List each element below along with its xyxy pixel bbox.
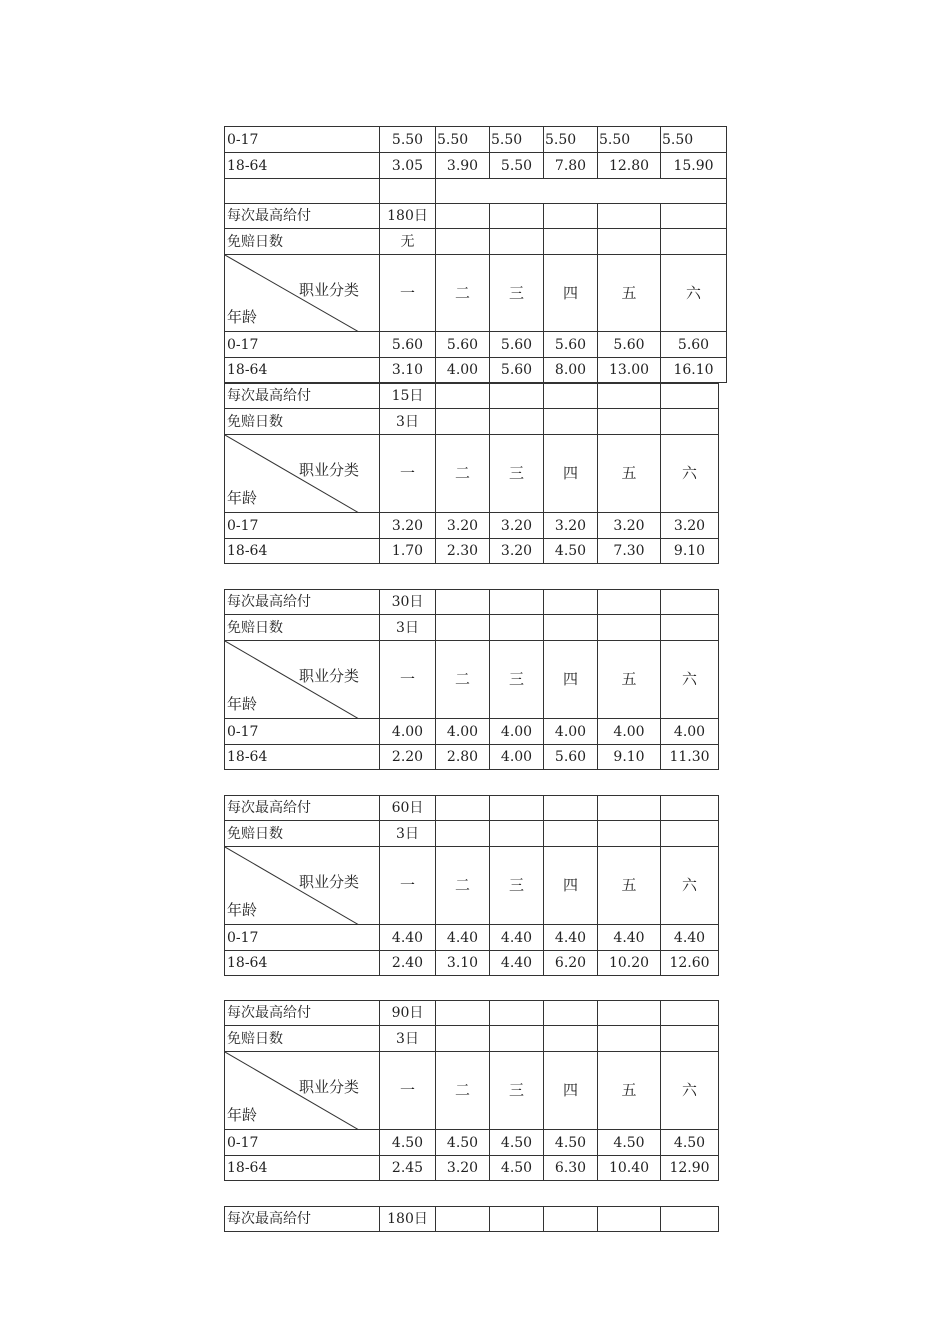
premium-table-15-days [224,383,719,564]
class-header: 二 [436,847,490,925]
class-header: 三 [490,435,544,513]
diagonal-header [225,435,380,513]
age-label: 年龄 [227,489,258,507]
occupation-class-label: 职业分类 [298,1078,359,1096]
table-row [225,358,727,383]
rate-cell: 4.40 [436,925,490,951]
class-header: 一 [380,641,436,719]
rate-cell: 3.10 [436,951,490,976]
rate-cell: 4.50 [436,1130,490,1156]
rate-cell: 4.00 [490,719,544,745]
table-row [225,1207,719,1232]
rate-cell: 4.00 [436,719,490,745]
rate-cell: 5.60 [661,332,727,358]
deductible-value: 3日 [380,615,436,641]
rate-cell: 4.50 [661,1130,719,1156]
rate-cell: 4.50 [490,1130,544,1156]
max-payment-value: 60日 [380,796,436,821]
rate-cell: 9.10 [661,539,719,564]
rate-cell: 2.45 [380,1156,436,1181]
class-header: 五 [598,255,661,332]
rate-cell: 4.40 [661,925,719,951]
max-payment-label: 每次最高给付 [225,1001,380,1026]
premium-table-180-days [224,203,727,383]
table-row [225,1130,719,1156]
rate-cell: 3.20 [436,1156,490,1181]
class-header: 三 [490,641,544,719]
max-payment-value: 15日 [380,384,436,409]
rate-cell: 4.50 [490,1156,544,1181]
max-payment-label: 每次最高给付 [225,1207,380,1232]
class-header: 二 [436,255,490,332]
rate-cell: 3.20 [661,513,719,539]
deductible-value: 3日 [380,1026,436,1052]
max-payment-label: 每次最高给付 [225,384,380,409]
table-row [225,821,719,847]
age-label: 年龄 [227,901,258,919]
max-payment-value: 90日 [380,1001,436,1026]
rate-cell: 3.20 [490,539,544,564]
rate-cell: 5.50 [380,127,436,153]
age-cell: 18-64 [225,539,380,564]
rate-cell: 7.30 [598,539,661,564]
occupation-class-label: 职业分类 [298,461,359,479]
rate-cell: 4.00 [544,719,598,745]
deductible-value: 3日 [380,409,436,435]
rate-cell: 5.50 [661,127,727,153]
table-row [225,332,727,358]
rate-cell: 12.60 [661,951,719,976]
age-cell: 0-17 [225,719,380,745]
class-header: 四 [544,1052,598,1130]
table-header-row [225,641,719,719]
rate-cell: 4.40 [544,925,598,951]
rate-cell: 6.20 [544,951,598,976]
rate-cell: 7.80 [544,153,598,179]
table-row [225,615,719,641]
age-cell: 18-64 [225,358,380,383]
class-header: 二 [436,435,490,513]
rate-cell: 10.20 [598,951,661,976]
table-row [225,1026,719,1052]
rate-cell: 5.50 [436,127,490,153]
rate-cell: 5.60 [380,332,436,358]
rate-cell: 5.60 [490,332,544,358]
rate-cell: 5.50 [598,127,661,153]
rate-cell: 5.50 [490,127,544,153]
rate-cell: 3.20 [490,513,544,539]
table-row [225,127,727,153]
table-row [225,1156,719,1181]
rate-cell: 2.30 [436,539,490,564]
age-cell: 0-17 [225,925,380,951]
rate-cell: 3.20 [436,513,490,539]
rate-cell: 3.20 [544,513,598,539]
occupation-class-label: 职业分类 [298,873,359,891]
table-row [225,925,719,951]
rate-cell: 4.40 [490,951,544,976]
rate-cell: 9.10 [598,745,661,770]
age-label: 年龄 [227,308,258,326]
rate-cell: 4.50 [544,539,598,564]
rate-cell: 8.00 [544,358,598,383]
table-row [225,796,719,821]
rate-cell: 4.50 [380,1130,436,1156]
deductible-value: 3日 [380,821,436,847]
rate-cell: 4.40 [490,925,544,951]
age-cell: 18-64 [225,153,380,179]
max-payment-value: 180日 [380,204,436,229]
occupation-class-label: 职业分类 [298,667,359,685]
max-payment-label: 每次最高给付 [225,204,380,229]
rate-cell: 2.80 [436,745,490,770]
diagonal-header [225,1052,380,1130]
rate-cell: 4.50 [544,1130,598,1156]
diagonal-header [225,641,380,719]
rate-cell: 2.20 [380,745,436,770]
rate-cell: 4.00 [436,358,490,383]
table-row [225,409,719,435]
deductible-label: 免赔日数 [225,409,380,435]
class-header: 五 [598,1052,661,1130]
rate-cell: 5.50 [490,153,544,179]
rate-cell: 4.40 [598,925,661,951]
rate-cell: 5.60 [544,745,598,770]
rate-cell: 3.20 [598,513,661,539]
table-row [225,229,727,255]
rate-cell: 5.60 [544,332,598,358]
premium-table-180-days-final [224,1206,719,1232]
class-header: 一 [380,255,436,332]
rate-cell: 12.90 [661,1156,719,1181]
class-header: 三 [490,1052,544,1130]
rate-cell: 4.00 [380,719,436,745]
age-cell: 18-64 [225,951,380,976]
table-row [225,513,719,539]
premium-table-30-days [224,589,719,770]
premium-table-90-days [224,1000,719,1181]
table-header-row [225,255,727,332]
max-payment-label: 每次最高给付 [225,590,380,615]
rate-cell: 11.30 [661,745,719,770]
class-header: 六 [661,641,719,719]
table-row [225,384,719,409]
class-header: 一 [380,847,436,925]
table-row [225,951,719,976]
max-payment-value: 180日 [380,1207,436,1232]
age-cell: 0-17 [225,513,380,539]
rate-cell: 1.70 [380,539,436,564]
class-header: 五 [598,435,661,513]
age-cell: 0-17 [225,332,380,358]
rate-cell: 10.40 [598,1156,661,1181]
table-header-row [225,435,719,513]
class-header: 三 [490,255,544,332]
diagonal-header [225,255,380,332]
rate-cell: 6.30 [544,1156,598,1181]
rate-cell: 15.90 [661,153,727,179]
table-row [225,153,727,179]
age-cell: 18-64 [225,1156,380,1181]
age-cell: 18-64 [225,745,380,770]
table-header-row [225,1052,719,1130]
class-header: 五 [598,847,661,925]
table-row [225,539,719,564]
rate-cell: 3.20 [380,513,436,539]
age-cell: 0-17 [225,127,380,153]
rate-cell: 2.40 [380,951,436,976]
deductible-label: 免赔日数 [225,615,380,641]
rate-cell: 13.00 [598,358,661,383]
rate-cell: 5.60 [436,332,490,358]
class-header: 四 [544,435,598,513]
deductible-value: 无 [380,229,436,255]
rate-cell: 4.50 [598,1130,661,1156]
table-row [225,590,719,615]
class-header: 一 [380,1052,436,1130]
rate-cell: 4.00 [490,745,544,770]
class-header: 六 [661,255,727,332]
class-header: 六 [661,847,719,925]
class-header: 三 [490,847,544,925]
deductible-label: 免赔日数 [225,229,380,255]
table-row [225,179,727,204]
rate-cell: 4.00 [661,719,719,745]
rate-cell: 5.50 [544,127,598,153]
rate-cell: 3.05 [380,153,436,179]
table-row [225,1001,719,1026]
premium-table-60-days [224,795,719,976]
class-header: 五 [598,641,661,719]
class-header: 二 [436,1052,490,1130]
rate-cell: 3.10 [380,358,436,383]
table-row [225,745,719,770]
age-label: 年龄 [227,1106,258,1124]
rate-cell: 16.10 [661,358,727,383]
rate-cell: 5.60 [490,358,544,383]
max-payment-value: 30日 [380,590,436,615]
diagonal-header [225,847,380,925]
class-header: 六 [661,1052,719,1130]
age-cell: 0-17 [225,1130,380,1156]
deductible-label: 免赔日数 [225,821,380,847]
class-header: 六 [661,435,719,513]
class-header: 四 [544,641,598,719]
age-label: 年龄 [227,695,258,713]
premium-table-top [224,126,727,204]
rate-cell: 5.60 [598,332,661,358]
rate-cell: 12.80 [598,153,661,179]
table-row [225,719,719,745]
rate-cell: 4.40 [380,925,436,951]
deductible-label: 免赔日数 [225,1026,380,1052]
class-header: 一 [380,435,436,513]
max-payment-label: 每次最高给付 [225,796,380,821]
class-header: 四 [544,847,598,925]
occupation-class-label: 职业分类 [298,281,359,299]
class-header: 四 [544,255,598,332]
class-header: 二 [436,641,490,719]
rate-cell: 3.90 [436,153,490,179]
table-header-row [225,847,719,925]
rate-cell: 4.00 [598,719,661,745]
table-row [225,204,727,229]
